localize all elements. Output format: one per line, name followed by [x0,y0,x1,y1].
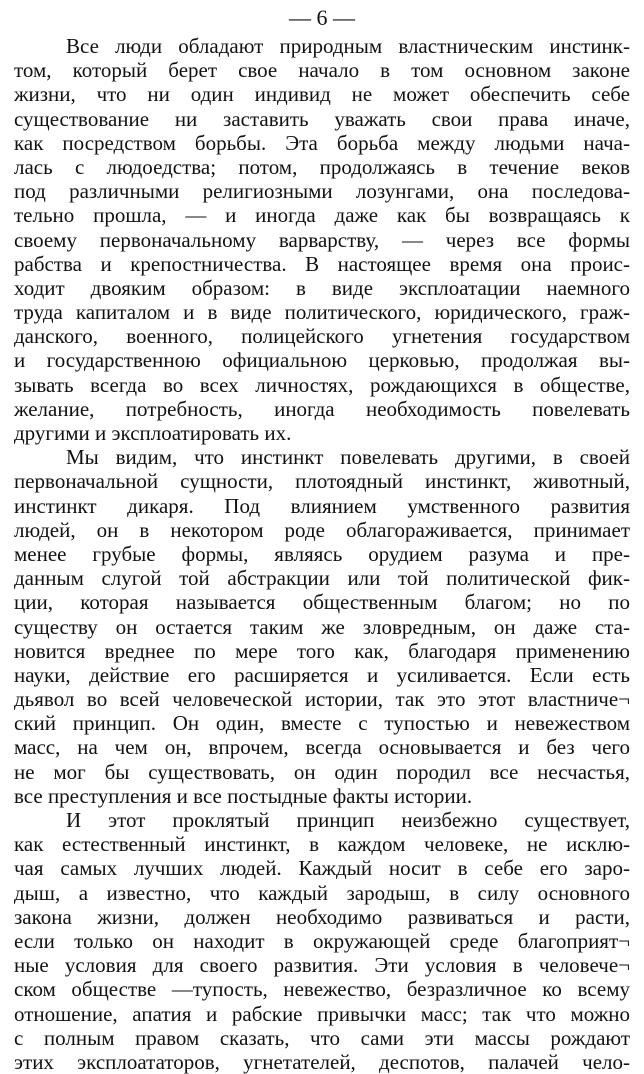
text-line: отношение, апатия и рабские привычки масс; так что можно [14,1001,630,1026]
text-line: И этот проклятый принцип неизбежно существует, [66,808,630,832]
text-line: менее грубые формы, являясь орудием разума и пре- [14,541,630,566]
text-line: ции, которая называется общественным благом; но по [14,590,630,615]
text-line: этих эксплоататоров, угнетателей, деспотов, палачей чело- [14,1049,630,1074]
text-line: существу он остается таким же зловредным, он даже ста- [14,614,630,639]
text-line: другими и эксплоатировать их. [14,421,292,445]
text-line: с полным правом сказать, что сами эти массы рождают [14,1025,630,1050]
text-line: зывать всегда во всех личностях, рождающихся в обществе, [14,372,630,397]
text-line: если только он находит в окружающей среде благоприят¬ [14,928,630,953]
text-line: Мы видим, что инстинкт повелевать другими, в своей [66,445,630,470]
text-line: ходит двояким образом: в виде эксплоатации наемного [14,275,630,300]
text-line: труда капиталом и в виде политического, юридического, граж- [14,300,630,325]
text-line: масс, на чем он, впрочем, всегда основывается и без чего [14,735,630,760]
text-line: ском обществе —тупость, невежество, безразличное ко всему [14,977,630,1002]
text-line: том, который берет свое начало в том основном законе [14,58,630,83]
body-text [14,34,630,1074]
text-line: чая самых лучших людей. Каждый носит в себе его заро- [14,856,630,881]
text-line: науки, действие его расширяется и усиливается. Если есть [14,662,630,687]
text-line: жизни, что ни один индивид не может обеспечить себе [14,82,630,107]
text-line: желание, потребность, иногда необходимость повелевать [14,396,630,421]
text-line: под различными религиозными лозунгами, она последова- [14,179,630,204]
text-line: и государственною официальною церковью, продолжая вы- [14,348,630,373]
text-line: все преступления и все постыдные факты истории. [14,783,473,808]
text-line: ные условия для своего развития. Эти условия в человече¬ [14,953,630,978]
page-number: — 6 — [289,5,355,30]
text-line: не мог бы существовать, он один породил все несчастья, [14,759,630,784]
text-line: лась с людоедства; потом, продолжаясь в течение веков [14,154,630,179]
text-line: закона жизни, должен необходимо развиваться и расти, [14,904,630,929]
text-line: новится вреднее по мере того как, благодаря применению [14,638,630,663]
text-line: Все люди обладают природным властническим инстинк- [66,34,630,58]
text-line: дыш, а известно, что каждый зародыш, в силу основного [14,880,630,905]
text-line: своему первоначальному варварству, — через все формы [14,227,630,252]
text-line: существование ни заставить уважать свои права иначе, [14,106,630,131]
text-line: как посредством борьбы. Эта борьба между людьми нача- [14,130,630,155]
text-line: ский принцип. Он один, вместе с тупостью и невежеством [14,711,630,736]
text-line: рабства и крепостничества. В настоящее время она проис- [14,251,630,276]
text-line: данского, военного, полицейского угнетения государством [14,324,630,349]
text-line: тельно прошла, — и иногда даже как бы возвращаясь к [14,203,630,228]
text-line: людей, он в некотором роде облагораживается, принимает [14,517,630,542]
text-line: как естественный инстинкт, в каждом человеке, не исклю- [14,832,630,857]
text-line: первоначальной сущности, плотоядный инстинкт, животный, [14,469,630,494]
text-line: дьявол во всей человеческой истории, так это этот властниче¬ [14,687,630,712]
text-line: инстинкт дикаря. Под влиянием умственного развития [14,493,630,518]
text-line: данным слугой той абстракции или той политической фик- [14,566,630,591]
